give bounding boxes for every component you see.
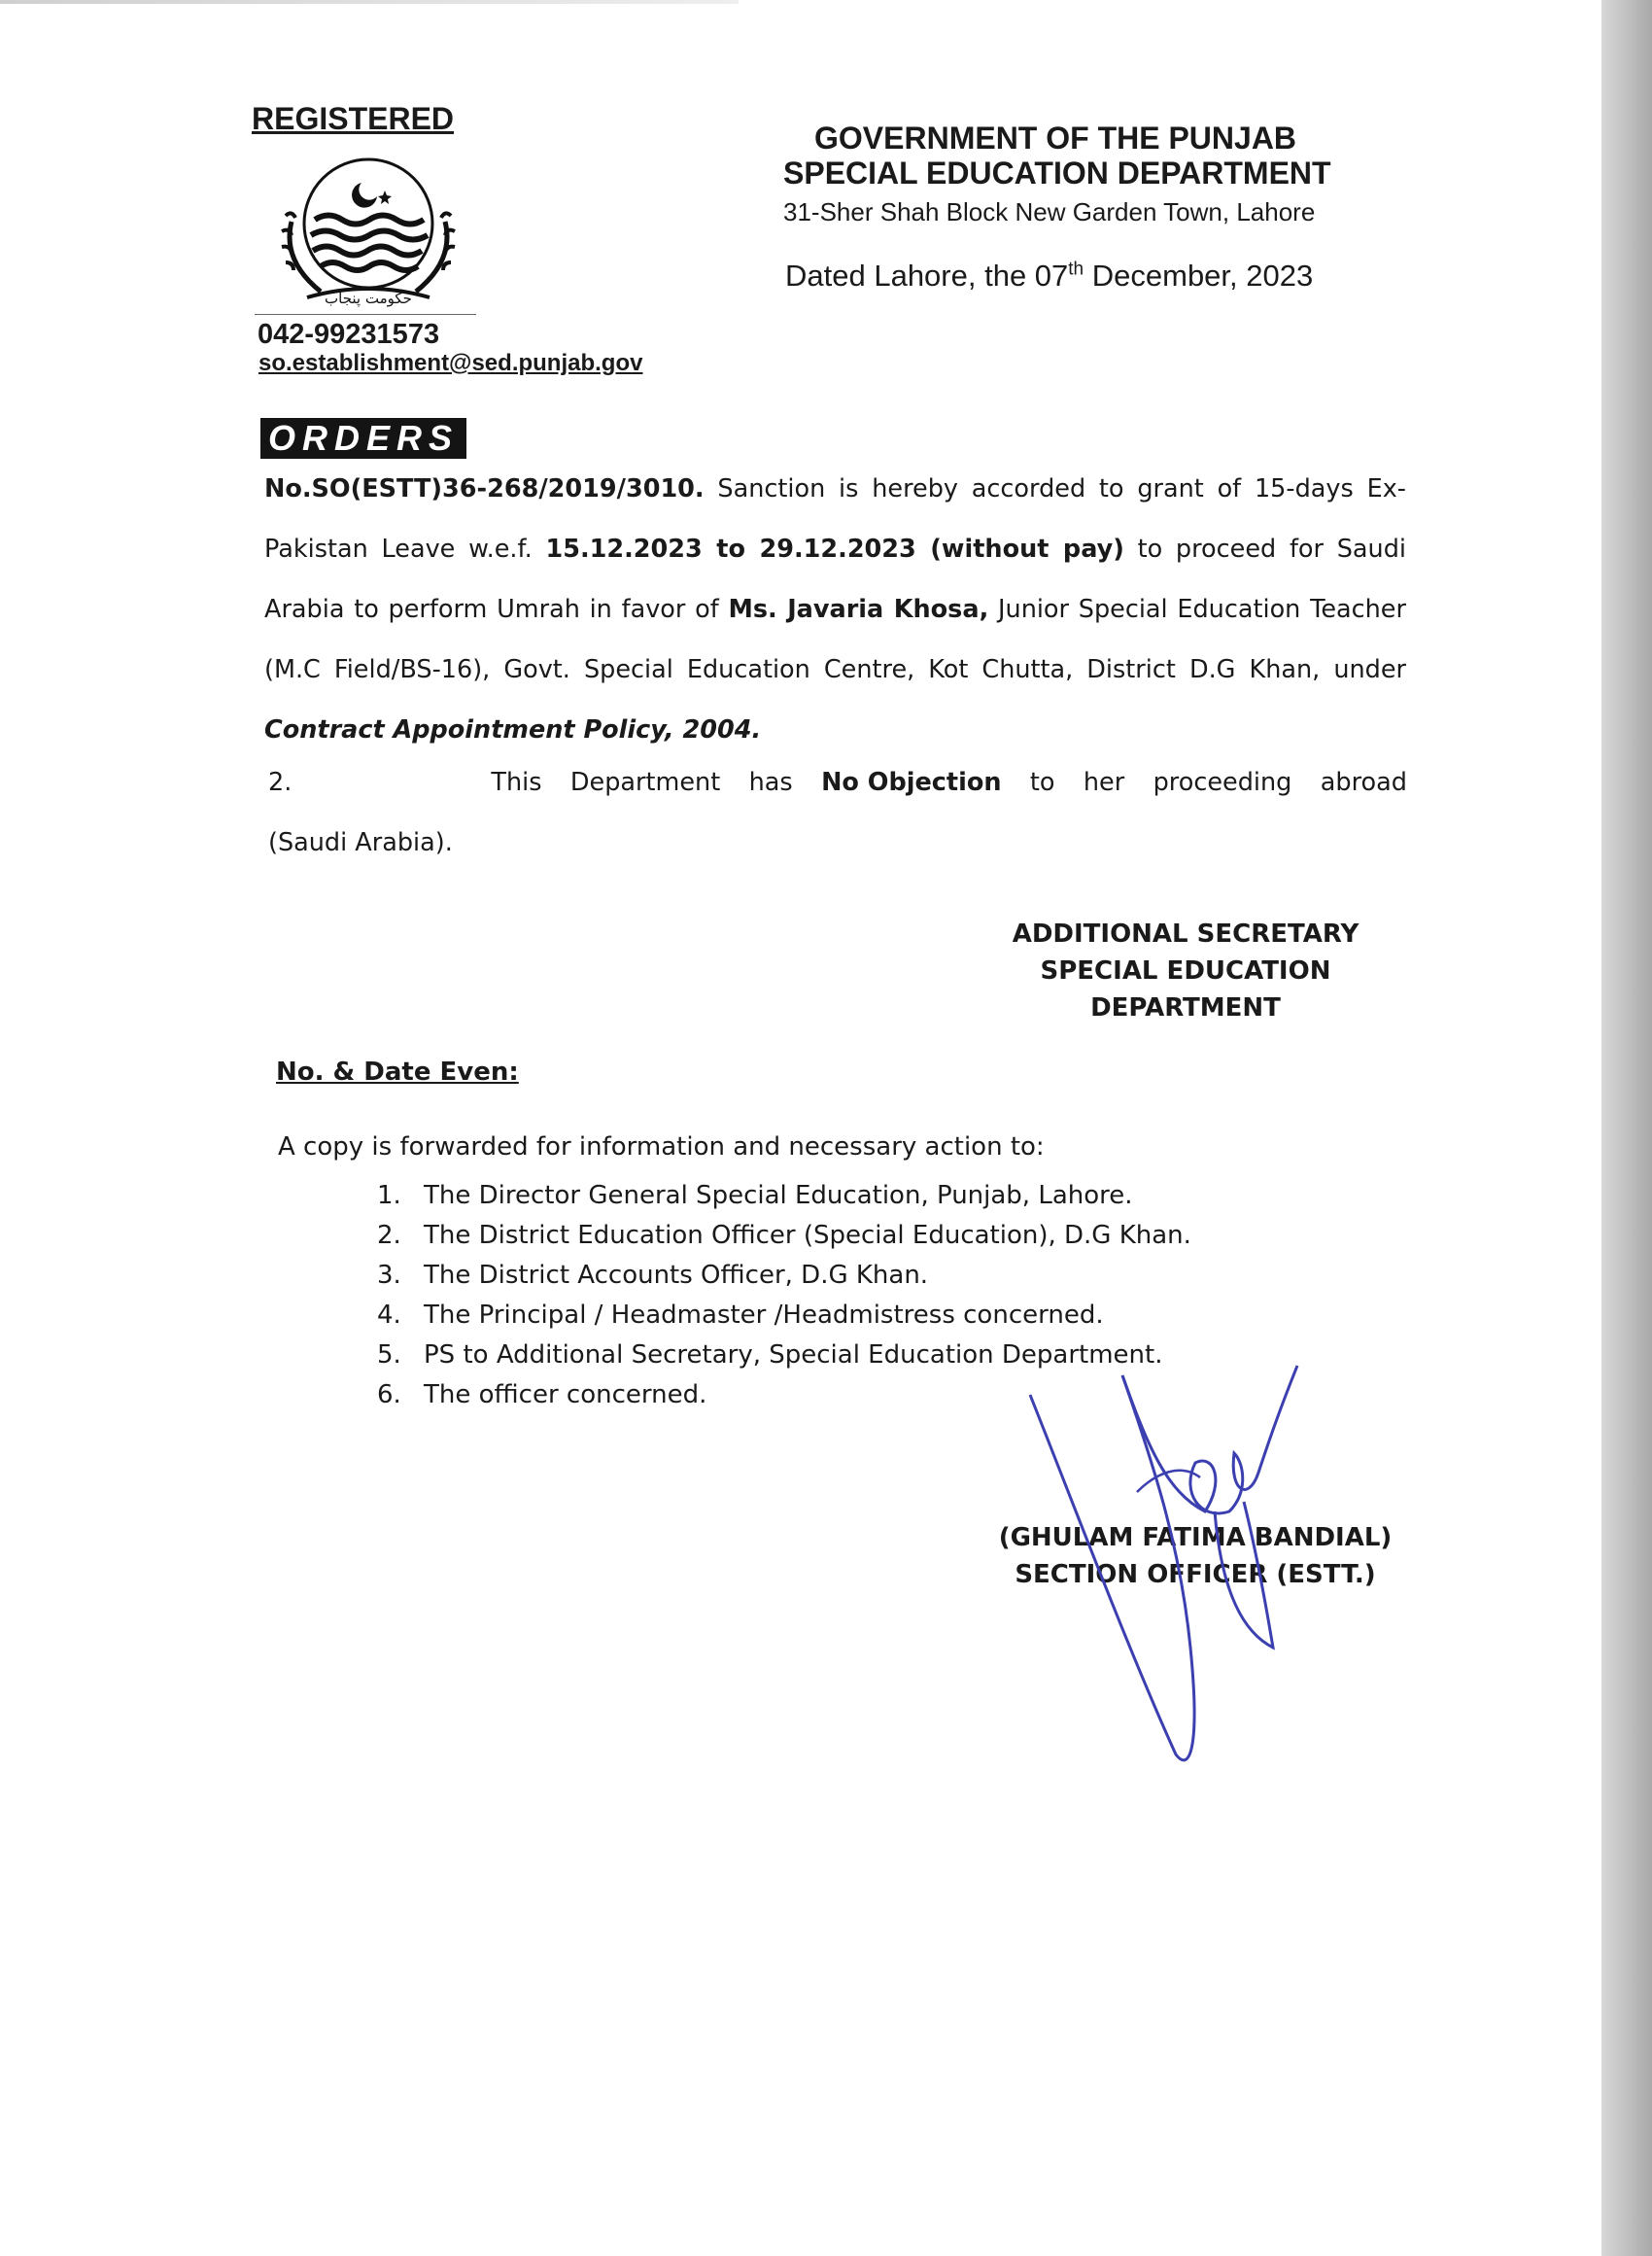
dated-line: Dated Lahore, the 07th December, 2023 [785,259,1314,293]
additional-secretary-block: ADDITIONAL SECRETARY SPECIAL EDUCATION DEPARTMENT [1012,920,1359,1023]
list-item: 4. The Principal / Headmaster /Headmistress concerned. [377,1301,1104,1330]
scan-edge-top [0,0,739,4]
order-number: No.SO(ESTT)36-268/2019/3010. [264,474,705,503]
phone-number: 042-99231573 [258,319,440,350]
order-paragraph-1: No.SO(ESTT)36-268/2019/3010. Sanction is hereby accorded to grant of 15-days Ex-Pakistan Leave w.e.f. 15.12.2023 to 29.12.2023 (without pay) to proceed for Saudi Arabia to perform Umrah in favor of Ms. Javaria Khosa, Junior Special Education Teacher (M.C Field/BS-16), Govt. Special Education Centre, Kot Chutta, District D.G Khan, under Contract Appointment Policy, 2004. [264,474,1406,745]
no-objection-text: No Objection [821,768,1002,797]
orders-heading: ORDERS [260,418,466,459]
list-item: 2. The District Education Officer (Special Education), D.G Khan. [377,1221,1191,1250]
registered-label: REGISTERED [252,101,455,136]
email-link[interactable]: so.establishment@sed.punjab.gov [258,350,643,376]
government-title: GOVERNMENT OF THE PUNJAB [814,121,1297,156]
policy-name: Contract Appointment Policy, 2004. [264,715,762,745]
list-item: 1. The Director General Special Education, Punjab, Lahore. [377,1181,1133,1210]
employee-name: Ms. Javaria Khosa, [728,595,989,624]
list-item: 6. The officer concerned. [377,1380,707,1409]
scan-edge-right [1601,0,1652,2256]
department-address: 31-Sher Shah Block New Garden Town, Lahore [783,197,1316,226]
forwarded-line: A copy is forwarded for information and necessary action to: [278,1132,1045,1162]
department-title: SPECIAL EDUCATION DEPARTMENT [783,156,1331,191]
officer-name: (GHULAM FATIMA BANDIAL) [998,1523,1393,1552]
signature-icon [1011,1356,1312,1774]
svg-text:حکومت پنجاب: حکومت پنجاب [325,290,412,307]
punjab-emblem-icon [268,152,468,307]
officer-designation: SECTION OFFICER (ESTT.) [1015,1560,1376,1589]
list-item: 5. PS to Additional Secretary, Special Education Department. [377,1340,1163,1370]
emblem-divider [255,314,476,315]
list-item: 3. The District Accounts Officer, D.G Khan. [377,1261,929,1290]
leave-dates: 15.12.2023 to 29.12.2023 (without pay) [545,535,1124,564]
order-paragraph-2: 2. This Department has No Objection to her proceeding abroad (Saudi Arabia). [268,752,1407,873]
date-even-heading: No. & Date Even: [276,1058,519,1087]
